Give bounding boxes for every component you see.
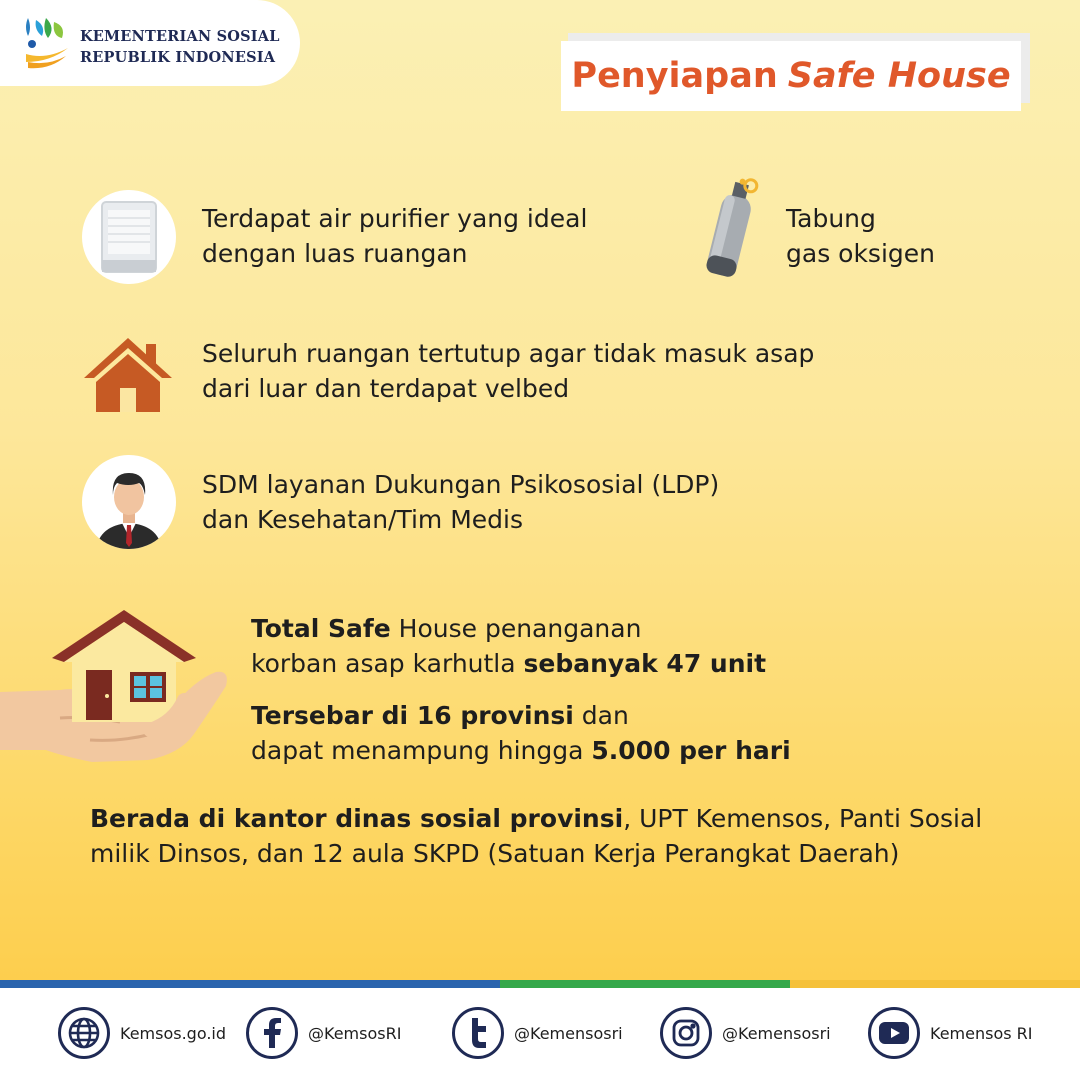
summary-text-1: House penanganan xyxy=(390,614,642,643)
summary-text-2: korban asap karhutla xyxy=(251,649,524,678)
page-title xyxy=(561,41,1021,111)
footer-label: Kemsos.go.id xyxy=(120,1023,227,1043)
stripe-yellow xyxy=(790,980,1080,988)
summary-bold-3: Tersebar di 16 provinsi xyxy=(251,701,574,730)
footer-label: Kemensos RI xyxy=(930,1023,1033,1043)
instagram-icon xyxy=(660,1007,712,1059)
item-oxygen-tank xyxy=(786,201,935,271)
summary-line1 xyxy=(251,611,641,646)
summary-bold-1: Total Safe xyxy=(251,614,391,643)
stripe-blue xyxy=(0,980,500,988)
footer-website[interactable] xyxy=(58,1007,226,1059)
oxygen-tank-icon xyxy=(690,172,770,284)
location-rest: , UPT Kemensos, Panti Sosial xyxy=(623,804,983,833)
person-icon xyxy=(82,455,176,549)
summary-line3 xyxy=(251,698,629,733)
logo-box xyxy=(0,0,300,86)
house-icon xyxy=(80,334,176,414)
item-air-purifier xyxy=(202,201,587,271)
summary-bold-2: sebanyak 47 unit xyxy=(523,649,767,678)
org-line2: REPUBLIK INDONESIA xyxy=(80,49,276,66)
facebook-icon xyxy=(246,1007,298,1059)
item-text-line1: SDM layanan Dukungan Psikososial (LDP) xyxy=(202,470,720,499)
footer-youtube[interactable] xyxy=(868,1007,1033,1059)
globe-icon xyxy=(58,1007,110,1059)
kemensos-logo-icon xyxy=(20,14,72,74)
footer-twitter[interactable] xyxy=(452,1007,623,1059)
item-text-line1: Terdapat air purifier yang ideal xyxy=(202,204,588,233)
summary-line4 xyxy=(251,733,791,768)
item-text-line2: dari luar dan terdapat velbed xyxy=(202,374,570,403)
hand-house-icon xyxy=(0,600,240,775)
item-text-line2: dengan luas ruangan xyxy=(202,239,468,268)
org-name xyxy=(80,26,280,68)
item-text-line1: Seluruh ruangan tertutup agar tidak masuk asap xyxy=(202,339,815,368)
summary-text-4: dapat menampung hingga xyxy=(251,736,592,765)
twitter-icon xyxy=(452,1007,504,1059)
item-sdm xyxy=(202,467,719,537)
air-purifier-icon xyxy=(82,190,176,284)
stripe-green xyxy=(500,980,790,988)
footer-label: @KemsosRI xyxy=(308,1023,402,1043)
title-main: Penyiapan xyxy=(571,56,778,96)
youtube-icon xyxy=(868,1007,920,1059)
item-text-line2: dan Kesehatan/Tim Medis xyxy=(202,505,524,534)
item-text-line2: gas oksigen xyxy=(786,239,935,268)
footer xyxy=(0,988,1080,1080)
location-bold: Berada di kantor dinas sosial provinsi xyxy=(90,804,624,833)
location-line2: milik Dinsos, dan 12 aula SKPD (Satuan Kerja Perangkat Daerah) xyxy=(90,839,900,868)
org-line1: KEMENTERIAN SOSIAL xyxy=(80,28,280,45)
summary-line2 xyxy=(251,646,766,681)
summary-text-3: dan xyxy=(573,701,629,730)
summary-bold-4: 5.000 per hari xyxy=(591,736,791,765)
location-text xyxy=(90,801,982,871)
footer-label: @Kemensosri xyxy=(514,1023,623,1043)
footer-facebook[interactable] xyxy=(246,1007,401,1059)
footer-instagram[interactable] xyxy=(660,1007,831,1059)
item-closed-room xyxy=(202,336,814,406)
item-text-line1: Tabung xyxy=(786,204,876,233)
location-line1 xyxy=(90,801,982,836)
footer-label: @Kemensosri xyxy=(722,1023,831,1043)
title-italic: Safe House xyxy=(787,56,1011,96)
